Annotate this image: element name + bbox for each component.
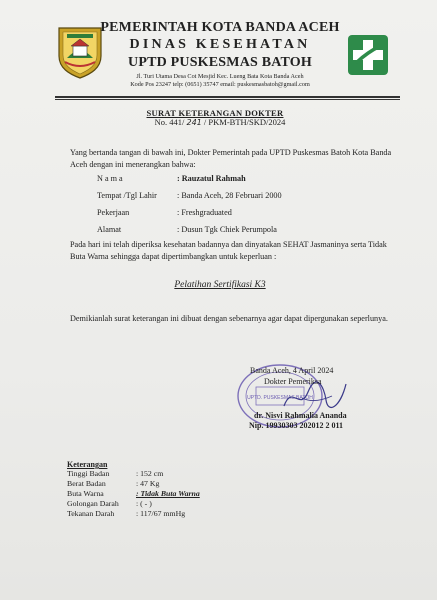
signature-role: Dokter Pemeriksa [264,377,322,386]
number-suffix: / PKM-BTH/SKD/2024 [203,117,286,127]
header-address: Jl. Turi Utama Desa Cot Mesjid Kec. Lueng Bata Kota Banda Aceh [136,73,304,80]
field-label-job: Pekerjaan [97,208,130,217]
keterangan-title: Keterangan [67,460,108,469]
header-gov: PEMERINTAH KOTA BANDA ACEH [100,20,340,35]
header-dinas: DINAS KESEHATAN [129,37,311,52]
header-uptd: UPTD PUSKESMAS BATOH [128,55,312,70]
closing-paragraph: Demikianlah surat keterangan ini dibuat dengan sebenarnya agar dapat dipergunakan seperlunya. [70,314,388,323]
ket-label-height: Tinggi Badan [67,469,110,478]
header-divider-thin [55,99,400,100]
field-label-name: N a m a [97,174,123,183]
stamp-text: UPTD. PUSKESMAS BATOH [247,395,313,401]
ket-label-colorblind: Buta Warna [67,489,104,498]
health-cross-logo [347,34,389,76]
signature-nip: Nip. 19930303 202012 2 011 [249,421,344,430]
field-label-address: Alamat [97,225,122,234]
header-contact: Kode Pos 23247 telp: (0651) 35747 email: puskesmasbatoh@gmail.com [130,81,310,88]
field-value-birth: : Banda Aceh, 28 Februari 2000 [177,191,282,200]
intro-paragraph: Yang bertanda tangan di bawah ini, Dokter Pemerintah pada UPTD Puskesmas Batoh Kota Banda Aceh dengan ini menerangkan bahwa: [70,148,392,169]
signature-name: dr. Nisvi Rahmalia Ananda [254,411,347,420]
ket-value-height: : 152 cm [136,469,164,478]
header-divider [55,96,400,98]
signature-place-date: Banda Aceh, 4 April 2024 [250,366,334,375]
ket-value-pressure: : 117/67 mmHg [136,509,186,518]
document-title: SURAT KETERANGAN DOKTER [146,108,284,118]
number-prefix: No. 441/ [154,117,185,127]
field-value-job: : Freshgraduated [177,208,232,217]
ket-label-blood: Golongan Darah [67,499,119,508]
ket-value-weight: : 47 Kg [136,479,160,488]
ket-value-blood: : ( - ) [136,499,152,508]
ket-label-weight: Berat Badan [67,479,106,488]
field-value-name: : Rauzatul Rahmah [177,174,246,183]
field-label-birth: Tempat /Tgl Lahir [97,191,157,200]
ket-value-colorblind: : Tidak Buta Warna [136,489,200,498]
document-number [120,117,320,127]
purpose-text: Pelatihan Sertifikasi K3 [174,280,266,290]
number-handwritten: 241 [186,118,202,127]
body-paragraph: Pada hari ini telah diperiksa kesehatan badannya dan dinyatakan SEHAT Jasmaninya serta Tidak Buta Warna sehingga dapat dipertimbangkan untuk keperluan : [70,240,387,261]
ket-label-pressure: Tekanan Darah [67,509,115,518]
field-value-address: : Dusun Tgk Chiek Perumpola [177,225,277,234]
